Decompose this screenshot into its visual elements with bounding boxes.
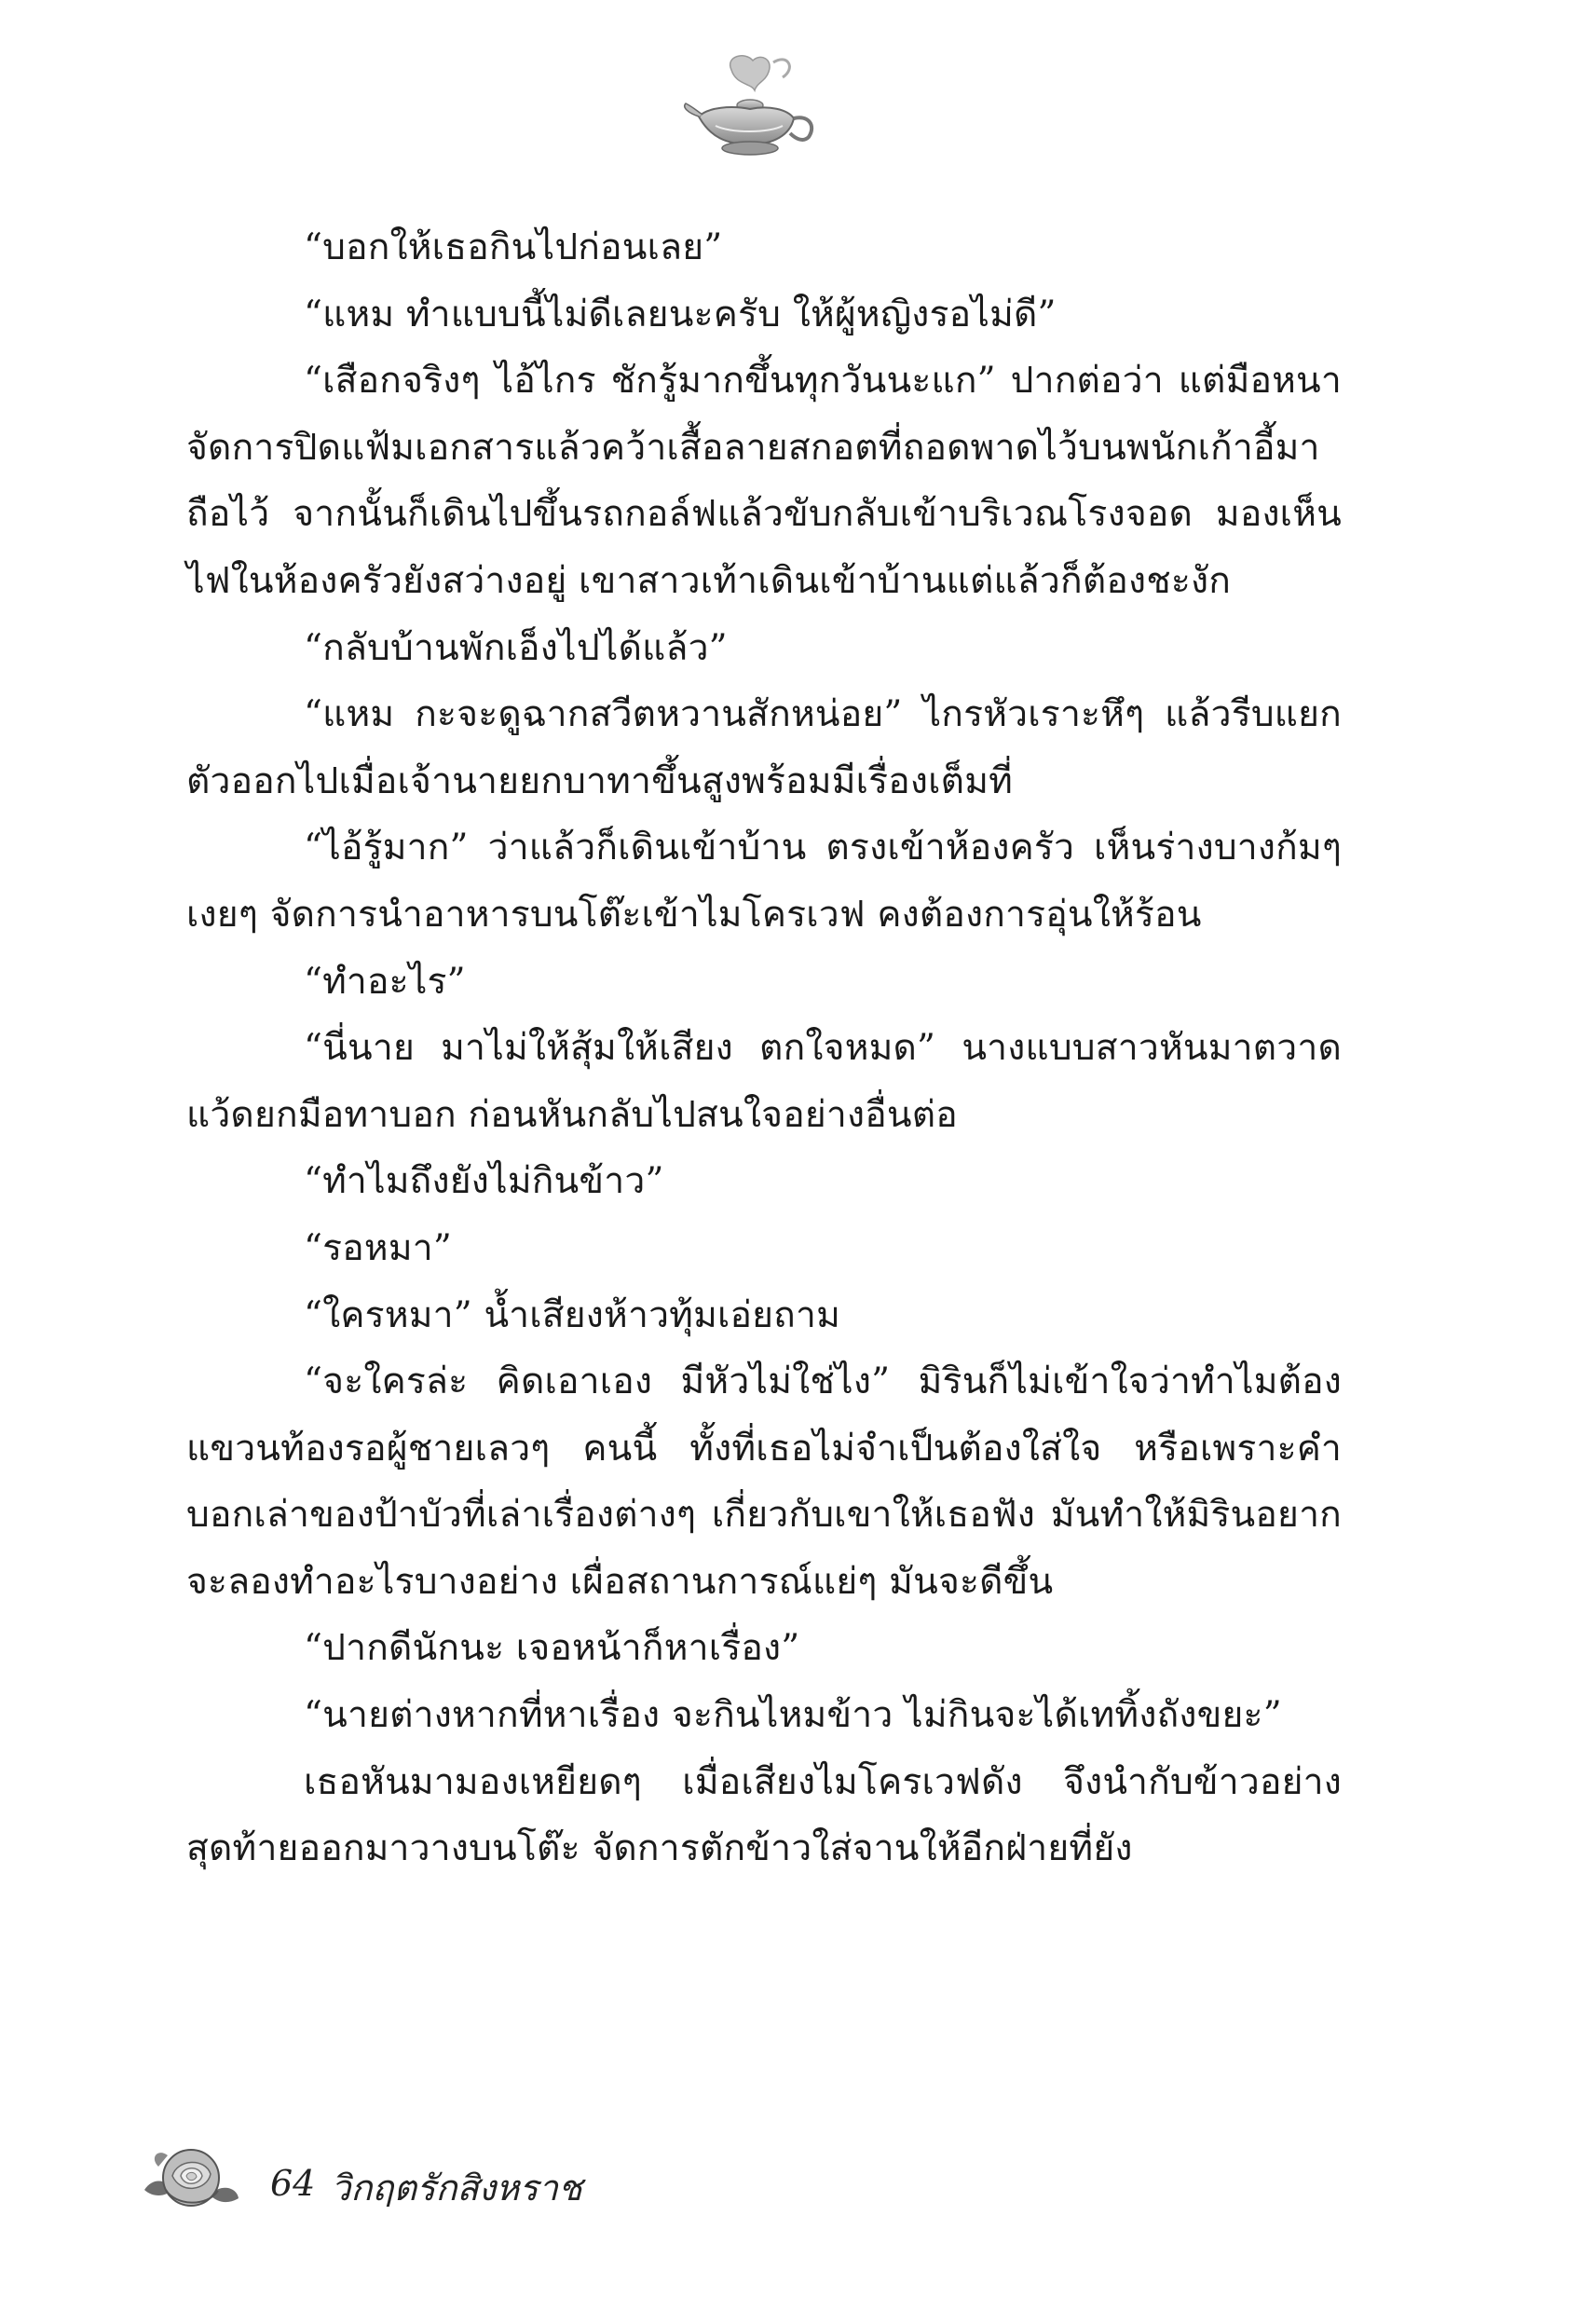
genie-lamp-icon bbox=[680, 51, 820, 163]
paragraph: “ปากดีนักนะ เจอหน้าก็หาเรื่อง” bbox=[304, 1627, 800, 1670]
paragraph: “จะใครล่ะ คิดเอาเอง มีหัวไม่ใช่ไง” มิรินก็ไม่เข้าใจว่าทำไมต้องแขวนท้องรอผู้ชายเลวๆ คนนี้ ทั้งที่เธอไม่จำเป็นต้องใส่ใจ หรือเพราะคำบอกเล่าของป้าบัวที่เล่าเรื่องต่างๆ เกี่ยวกับเขาให้เธอฟัง มันทำให้มิรินอยากจะลองทำอะไรบางอย่าง เผื่อสถานการณ์แย่ๆ มันจะดีขึ้น bbox=[186, 1361, 1342, 1603]
paragraph: เธอหันมามองเหยียดๆ เมื่อเสียงไมโครเวฟดัง จึงนำกับข้าวอย่างสุดท้ายออกมาวางบนโต๊ะ จัดการตักข้าวใส่จานให้อีกฝ่ายที่ยัง bbox=[186, 1760, 1342, 1870]
paragraph: “ทำไมถึงยังไม่กินข้าว” bbox=[304, 1160, 664, 1203]
story-text bbox=[186, 214, 1342, 1882]
paragraph: “กลับบ้านพักเอ็งไปได้แล้ว” bbox=[304, 626, 728, 669]
paragraph: “รอหมา” bbox=[304, 1226, 452, 1269]
paragraph: “ทำอะไร” bbox=[304, 960, 466, 1003]
paragraph: “ใครหมา” น้ำเสียงห้าวทุ้มเอ่ยถาม bbox=[304, 1293, 841, 1336]
paragraph: “แหม กะจะดูฉากสวีตหวานสักหน่อย” ไกรหัวเราะหึๆ แล้วรีบแยกตัวออกไปเมื่อเจ้านายยกบาทาขึ้นสูงพร้อมมีเรื่องเต็มที่ bbox=[186, 693, 1342, 802]
page-footer bbox=[140, 2139, 699, 2222]
paragraph: “เสือกจริงๆ ไอ้ไกร ชักรู้มากขึ้นทุกวันนะแก” ปากต่อว่า แต่มือหนาจัดการปิดแฟ้มเอกสารแล้วคว้าเสื้อลายสกอตที่ถอดพาดไว้บนพนักเก้าอี้มาถือไว้ จากนั้นก็เดินไปขึ้นรถกอล์ฟแล้วขับกลับเข้าบริเวณโรงจอด มองเห็นไฟในห้องครัวยังสว่างอยู่ เขาสาวเท้าเดินเข้าบ้านแต่แล้วก็ต้องชะงัก bbox=[186, 360, 1342, 602]
page-number: 64 bbox=[270, 2163, 316, 2204]
paragraph: “แหม ทำแบบนี้ไม่ดีเลยนะครับ ให้ผู้หญิงรอไม่ดี” bbox=[304, 293, 1057, 335]
paragraph: “นายต่างหากที่หาเรื่อง จะกินไหมข้าว ไม่กินจะได้เททิ้งถังขยะ” bbox=[304, 1694, 1282, 1737]
rose-icon bbox=[140, 2139, 242, 2218]
paragraph: “นี่นาย มาไม่ให้สุ้มให้เสียง ตกใจหมด” นางแบบสาวหันมาตวาดแว้ดยกมือทาบอก ก่อนหันกลับไปสนใจอย่างอื่นต่อ bbox=[186, 1027, 1342, 1136]
paragraph: “ไอ้รู้มาก” ว่าแล้วก็เดินเข้าบ้าน ตรงเข้าห้องครัว เห็นร่างบางก้มๆ เงยๆ จัดการนำอาหารบนโต๊ะเข้าไมโครเวฟ คงต้องการอุ่นให้ร้อน bbox=[186, 827, 1342, 936]
paragraph: “บอกให้เธอกินไปก่อนเลย” bbox=[304, 226, 723, 268]
book-title: วิกฤตรักสิงหราช bbox=[331, 2167, 582, 2208]
